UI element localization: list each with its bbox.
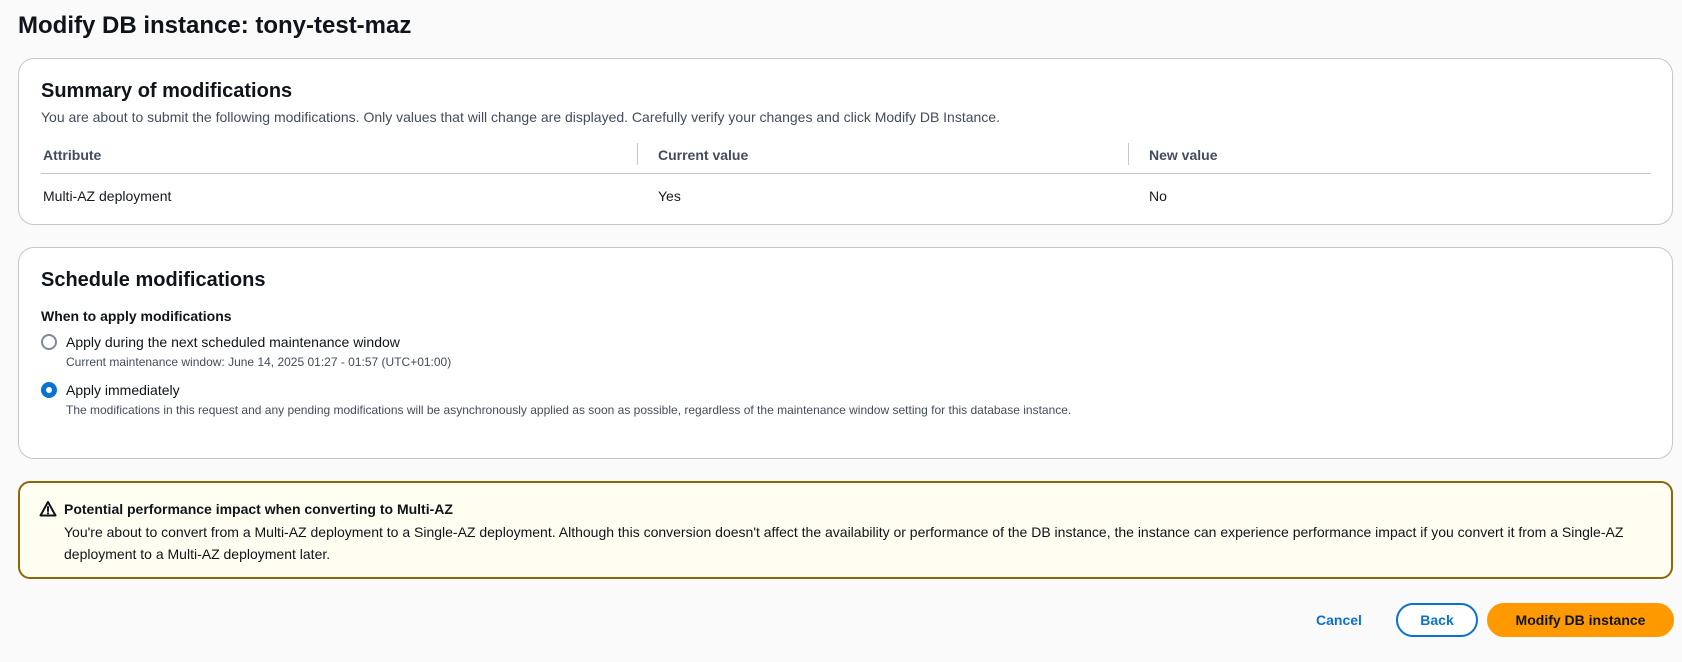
cancel-button[interactable]: Cancel — [1304, 603, 1374, 637]
column-header-current-value: Current value — [658, 147, 749, 163]
warning-icon — [39, 500, 57, 518]
page-title: Modify DB instance: tony-test-maz — [18, 12, 412, 39]
column-header-new-value: New value — [1149, 147, 1218, 163]
column-divider — [637, 143, 638, 165]
summary-heading: Summary of modifications — [41, 80, 293, 102]
alert-title: Potential performance impact when converting to Multi-AZ — [64, 501, 453, 517]
cell-new-value: No — [1149, 188, 1167, 204]
back-button[interactable]: Back — [1396, 603, 1478, 637]
radio-description: The modifications in this request and any pending modifications will be asynchronously applied as soon as possible, regardless of the maintenance window setting for this database instance. — [66, 403, 1072, 417]
radio-button-checked[interactable] — [41, 382, 57, 398]
summary-of-modifications-panel — [18, 58, 1673, 225]
radio-button-unchecked[interactable] — [41, 334, 57, 350]
cell-current-value: Yes — [658, 188, 681, 204]
cell-attribute: Multi-AZ deployment — [43, 188, 172, 204]
alert-body: You're about to convert from a Multi-AZ deployment to a Single-AZ deployment. Although this conversion doesn't affect the availability or performance of the DB instance, the instance can experience performance impact if you convert it from a Single-AZ deployment to a Multi-AZ deployment later. — [64, 524, 1624, 562]
warning-alert — [18, 481, 1673, 579]
radio-description: Current maintenance window: June 14, 2025 01:27 - 01:57 (UTC+01:00) — [66, 355, 452, 369]
table-row — [41, 178, 1651, 212]
radio-label[interactable]: Apply during the next scheduled maintenance window — [66, 334, 400, 350]
column-divider — [1128, 143, 1129, 165]
modify-db-instance-button[interactable]: Modify DB instance — [1487, 603, 1674, 637]
radio-label[interactable]: Apply immediately — [66, 382, 180, 398]
schedule-heading: Schedule modifications — [41, 269, 266, 291]
schedule-modifications-panel — [18, 247, 1673, 459]
modifications-table-header — [41, 137, 1651, 174]
column-header-attribute: Attribute — [43, 147, 102, 163]
when-to-apply-label: When to apply modifications — [41, 308, 232, 324]
summary-description: You are about to submit the following modifications. Only values that will change are displayed. Carefully verify your changes and click Modify DB Instance. — [41, 109, 1000, 125]
